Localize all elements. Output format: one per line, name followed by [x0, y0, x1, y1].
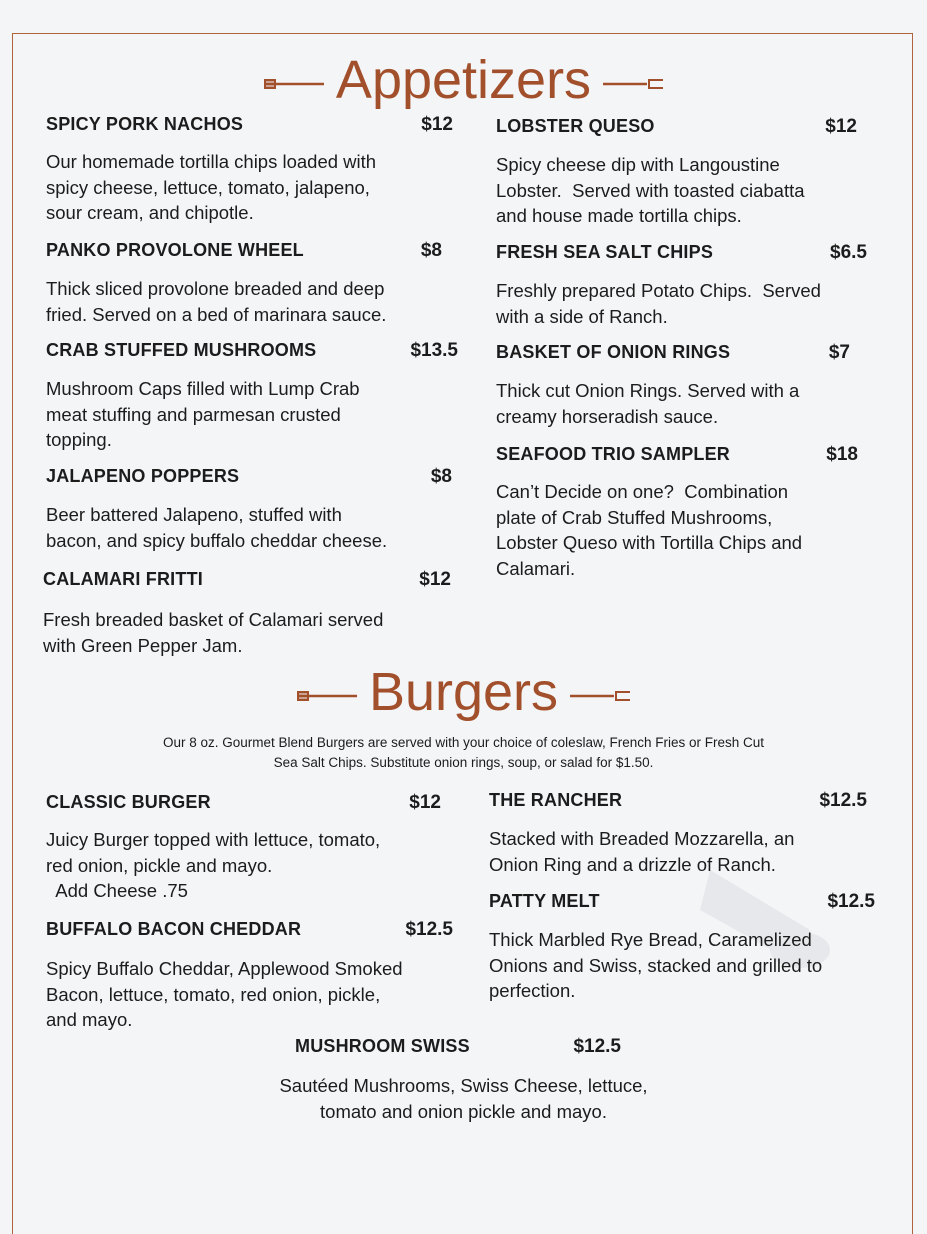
item-name: BUFFALO BACON CHEDDAR	[46, 919, 302, 939]
description-line: red onion, pickle and mayo.	[46, 854, 273, 876]
description-line: Stacked with Breaded Mozzarella, an	[489, 828, 795, 849]
description-line: Fresh breaded basket of Calamari served	[43, 609, 384, 630]
fork-icon	[570, 689, 630, 703]
item-price: $12	[419, 569, 451, 590]
description-line: tomato and onion pickle and mayo.	[320, 1100, 607, 1122]
item-description	[46, 149, 376, 226]
description-line: Add Cheese .75	[46, 880, 188, 901]
description-line: Can’t Decide on one? Combination	[496, 481, 789, 502]
item-description	[46, 502, 387, 553]
description-line: plate of Crab Stuffed Mushrooms,	[496, 506, 773, 528]
spatula-icon	[264, 77, 324, 91]
item-description	[496, 479, 802, 581]
description-line: meat stuffing and parmesan crusted	[46, 403, 341, 425]
item-description	[496, 278, 821, 329]
description-line: Lobster Queso with Tortilla Chips and	[496, 532, 803, 553]
burgers-heading	[0, 662, 927, 722]
item-price: $12.5	[405, 919, 453, 940]
item-price: $13.5	[410, 340, 458, 361]
description-line: topping.	[46, 429, 112, 450]
burgers-note-line: Our 8 oz. Gourmet Blend Burgers are served with your choice of coleslaw, French Fries or Fresh Cut	[163, 735, 764, 750]
description-line: Thick sliced provolone breaded and deep	[46, 278, 385, 299]
item-price: $12.5	[573, 1036, 621, 1057]
item-price: $12.5	[827, 891, 875, 912]
item-name: PANKO PROVOLONE WHEEL	[46, 240, 304, 260]
description-line: with a side of Ranch.	[496, 305, 668, 327]
item-description	[46, 827, 380, 904]
description-line: Freshly prepared Potato Chips. Served	[496, 280, 821, 301]
item-price: $12	[825, 116, 857, 137]
description-line: Calamari.	[496, 557, 576, 579]
description-line: fried. Served on a bed of marinara sauce.	[46, 303, 387, 325]
description-line: Sautéed Mushrooms, Swiss Cheese, lettuce,	[279, 1075, 648, 1096]
item-name: MUSHROOM SWISS	[295, 1036, 470, 1056]
item-name: CLASSIC BURGER	[46, 792, 211, 812]
item-name: BASKET OF ONION RINGS	[496, 342, 731, 362]
description-line: bacon, and spicy buffalo cheddar cheese.	[46, 529, 388, 551]
description-line: Spicy Buffalo Cheddar, Applewood Smoked	[46, 958, 403, 979]
item-price: $8	[430, 466, 452, 487]
description-line: perfection.	[489, 980, 576, 1001]
item-description	[43, 607, 383, 658]
item-price: $6.5	[830, 242, 867, 263]
description-line: Lobster. Served with toasted ciabatta	[496, 179, 805, 201]
item-price: $12	[421, 114, 453, 135]
fork-icon	[603, 77, 663, 91]
item-description	[496, 378, 799, 429]
burgers-note-line: Sea Salt Chips. Substitute onion rings, soup, or salad for $1.50.	[273, 755, 654, 770]
description-line: Thick cut Onion Rings. Served with a	[496, 380, 800, 401]
item-name: JALAPENO POPPERS	[46, 466, 240, 486]
description-line: Juicy Burger topped with lettuce, tomato,	[46, 829, 381, 850]
item-description	[0, 1073, 927, 1124]
item-name: CALAMARI FRITTI	[43, 569, 203, 589]
description-line: Our homemade tortilla chips loaded with	[46, 151, 377, 172]
description-line: Mushroom Caps filled with Lump Crab	[46, 378, 360, 399]
spatula-icon	[297, 689, 357, 703]
description-line: sour cream, and chipotle.	[46, 202, 254, 223]
description-line: with Green Pepper Jam.	[43, 634, 243, 656]
item-description	[489, 927, 822, 1004]
item-description	[489, 826, 794, 877]
item-name: LOBSTER QUESO	[496, 116, 655, 136]
item-price: $12.5	[819, 790, 867, 811]
item-price: $18	[826, 444, 858, 465]
item-name: PATTY MELT	[489, 891, 600, 911]
item-description	[46, 376, 360, 453]
item-name: SEAFOOD TRIO SAMPLER	[496, 444, 731, 464]
appetizers-heading	[0, 50, 927, 110]
description-line: spicy cheese, lettuce, tomato, jalapeno,	[46, 176, 370, 198]
description-line: creamy horseradish sauce.	[496, 405, 719, 427]
item-description	[496, 152, 805, 229]
appetizers-title: Appetizers	[335, 50, 592, 110]
description-line: and house made tortilla chips.	[496, 205, 742, 226]
description-line: Beer battered Jalapeno, stuffed with	[46, 504, 342, 525]
item-name: FRESH SEA SALT CHIPS	[496, 242, 714, 262]
description-line: Onions and Swiss, stacked and grilled to	[489, 954, 823, 976]
description-line: Spicy cheese dip with Langoustine	[496, 154, 780, 175]
item-description	[46, 956, 403, 1033]
item-name: THE RANCHER	[489, 790, 623, 810]
description-line: Bacon, lettuce, tomato, red onion, pickle,	[46, 983, 381, 1005]
item-name: CRAB STUFFED MUSHROOMS	[46, 340, 317, 360]
item-price: $7	[828, 342, 850, 363]
item-price: $12	[409, 792, 441, 813]
burgers-title: Burgers	[368, 662, 559, 722]
item-description	[46, 276, 386, 327]
description-line: and mayo.	[46, 1009, 133, 1030]
item-price: $8	[420, 240, 442, 261]
description-line: Onion Ring and a drizzle of Ranch.	[489, 853, 776, 875]
burgers-note	[0, 733, 927, 773]
item-name: SPICY PORK NACHOS	[46, 114, 244, 134]
description-line: Thick Marbled Rye Bread, Caramelized	[489, 929, 812, 950]
